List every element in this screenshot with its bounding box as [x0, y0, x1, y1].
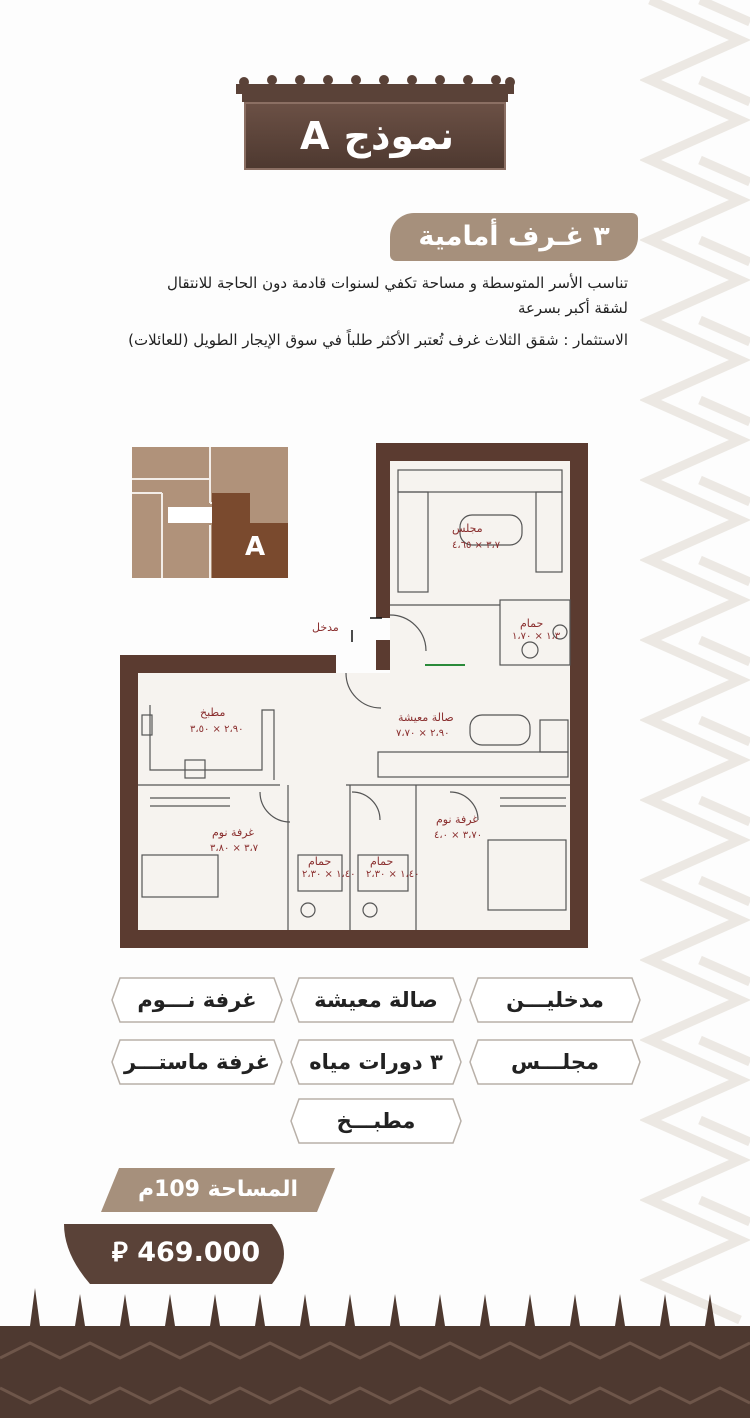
- bath-top-label: حمام: [520, 617, 544, 630]
- bedroom-right-dimensions: ٣،٧٠ × ٤،٠: [434, 830, 483, 841]
- subtitle-text: ٣ غـرف أمامية: [418, 221, 610, 252]
- kitchen-dimensions: ٢،٩٠ × ٣،٥٠: [190, 724, 244, 735]
- banner-crown-ornament: [232, 72, 518, 102]
- kitchen-label: مطبخ: [200, 706, 226, 719]
- price-value: [86, 1222, 286, 1286]
- entrance-label: مدخل: [312, 621, 339, 634]
- price-amount: 469.000: [137, 1237, 261, 1268]
- feature-living-room-text: صالة معيشة: [314, 988, 438, 1012]
- area-label: المساحة 109م: [137, 1177, 299, 1202]
- feature-bedroom: [110, 976, 284, 1024]
- feature-majlis-text: مجلـــس: [511, 1050, 599, 1074]
- bath-mid-label: حمام: [370, 855, 394, 868]
- bedroom-left-dimensions: ٣،٧ × ٣،٨٠: [210, 843, 259, 854]
- subtitle-badge: [390, 213, 638, 261]
- area-badge: [95, 1166, 341, 1214]
- price-badge: [56, 1222, 300, 1286]
- feature-kitchen-text: مطبـــخ: [336, 1109, 416, 1133]
- feature-entrances-text: مدخليـــن: [506, 988, 604, 1012]
- decorative-fence-footer: [0, 1288, 750, 1418]
- side-decorative-pattern: [640, 0, 750, 1330]
- page-title: نموذج A: [299, 114, 455, 158]
- bath-left-label: حمام: [308, 855, 332, 868]
- feature-living-room: [289, 976, 463, 1024]
- feature-bedroom-text: غرفة نـــوم: [137, 988, 257, 1012]
- description-line-3: الاستثمار : شقق الثلاث غرف تُعتبر الأكثر طلباً في سوق الإيجار الطويل (للعائلات): [128, 331, 628, 349]
- majlis-label: مجلس: [452, 522, 483, 535]
- bath-top-dimensions: ١،٣ × ١،٧٠: [512, 631, 561, 642]
- feature-majlis: [468, 1038, 642, 1086]
- living-dimensions: ٢،٩٠ × ٧،٧٠: [396, 728, 450, 739]
- feature-master-room-text: غرفة ماستـــر: [124, 1050, 270, 1074]
- living-label: صالة معيشة: [398, 711, 454, 724]
- feature-entrances: [468, 976, 642, 1024]
- majlis-dimensions: ٣،٧ × ٤،٦٥: [452, 540, 501, 551]
- key-plan-label: A: [244, 532, 266, 562]
- description-line-1: تناسب الأسر المتوسطة و مساحة تكفي لسنوات قادمة دون الحاجة للانتقال: [166, 274, 628, 292]
- title-banner: [232, 72, 518, 176]
- description-line-2: لشقة أكبر بسرعة: [517, 299, 628, 317]
- feature-master-room: [110, 1038, 284, 1086]
- bedroom-right-label: غرفة نوم: [436, 813, 479, 826]
- riyal-currency-icon: ⃁: [111, 1237, 128, 1268]
- bedroom-left-label: غرفة نوم: [212, 826, 255, 839]
- feature-bathrooms-text: ٣ دورات مياه: [309, 1050, 443, 1074]
- feature-bathrooms: [289, 1038, 463, 1086]
- feature-kitchen: [289, 1097, 463, 1145]
- bath-mid-dimensions: ١،٤٠ × ٢،٣٠: [366, 869, 420, 880]
- bath-left-dimensions: ١،٤٠ × ٢،٣٠: [302, 869, 356, 880]
